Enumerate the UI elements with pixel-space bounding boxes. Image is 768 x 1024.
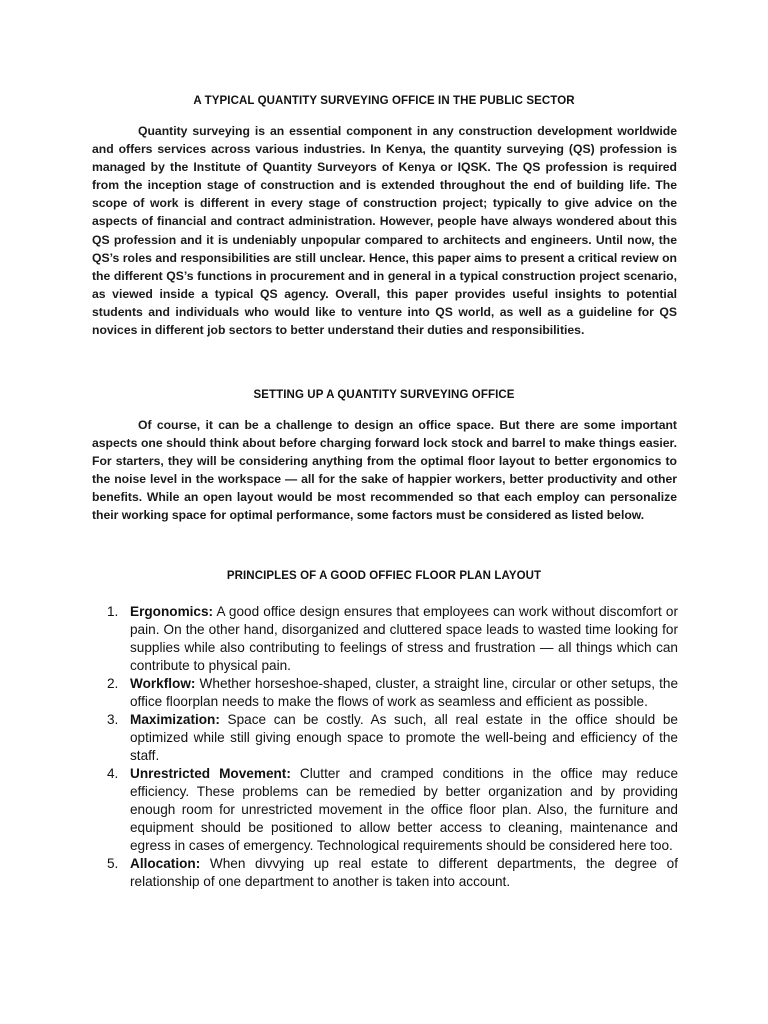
list-text: A good office design ensures that employees can work without discomfort or pain. On the other hand, disorganized and cluttered space leads to wasted time looking for supplies while also contributing to feelings of stress and frustration — all things which can contribute to physical pain. bbox=[130, 604, 678, 673]
list-text: Space can be costly. As such, all real estate in the office should be optimized while still giving enough space to promote the well-being and efficiency of the staff. bbox=[130, 712, 678, 763]
list-number: 1. bbox=[107, 604, 119, 619]
list-term: Workflow: bbox=[130, 676, 196, 691]
intro-text: Quantity surveying is an essential component in any construction development worldwide and offers services across various industries. In Kenya, the quantity surveying (QS) profession is managed by the Institute of Quantity Surveyors of Kenya or IQSK. The QS profession is required from the inception stage of construction and is extended throughout the end of building life. The scope of work is different in every stage of construction project; typically to give advice on the aspects of financial and contract administration. However, people have always wondered about this QS profession and it is undeniably unpopular compared to architects and engineers. Until now, the QS’s roles and responsibilities are still unclear. Hence, this paper aims to present a critical review on the different QS’s functions in procurement and in general in a typical construction project scenario, as viewed inside a typical QS agency. Overall, this paper provides useful insights to potential students and individuals who would like to venture into QS world, as well as a guideline for QS novices in different job sectors to better understand their duties and responsibilities. bbox=[92, 124, 677, 338]
setting-up-paragraph bbox=[92, 416, 677, 525]
list-item bbox=[100, 675, 678, 711]
list-number: 2. bbox=[107, 676, 119, 691]
principles-list bbox=[100, 603, 678, 891]
list-term: Unrestricted Movement: bbox=[130, 766, 291, 781]
document-title: A TYPICAL QUANTITY SURVEYING OFFICE IN THE PUBLIC SECTOR bbox=[193, 95, 575, 107]
section-heading-principles: PRINCIPLES OF A GOOD OFFIEC FLOOR PLAN LAYOUT bbox=[226, 570, 542, 582]
intro-paragraph bbox=[92, 122, 677, 339]
list-number: 4. bbox=[107, 766, 119, 781]
setting-up-text: Of course, it can be a challenge to design an office space. But there are some important aspects one should think about before charging forward lock stock and barrel to make things easier. For starters, they will be considering anything from the optimal floor layout to better ergonomics to the noise level in the workspace — all for the sake of happier workers, better productivity and other benefits. While an open layout would be most recommended so that each employ can personalize their working space for optimal performance, some factors must be considered as listed below. bbox=[92, 418, 677, 523]
list-number: 3. bbox=[107, 712, 119, 727]
list-item bbox=[100, 765, 678, 855]
list-term: Maximization: bbox=[130, 712, 220, 727]
list-text: When divvying up real estate to different departments, the degree of relationship of one department to another is taken into account. bbox=[130, 856, 678, 889]
list-text: Clutter and cramped conditions in the office may reduce efficiency. These problems can be remedied by better organization and by providing enough room for unrestricted movement in the office floor plan. Also, the furniture and equipment should be positioned to allow better access to cleaning, maintenance and egress in cases of emergency. Technological requirements should be considered here too. bbox=[130, 766, 679, 853]
list-item bbox=[100, 603, 678, 675]
list-term: Ergonomics: bbox=[130, 604, 214, 619]
list-text: Whether horseshoe-shaped, cluster, a straight line, circular or other setups, the office floorplan needs to make the flows of work as seamless and efficient as possible. bbox=[130, 676, 678, 709]
section-heading-setting-up: SETTING UP A QUANTITY SURVEYING OFFICE bbox=[253, 389, 515, 401]
list-number: 5. bbox=[107, 856, 119, 871]
list-item bbox=[100, 855, 678, 891]
list-item bbox=[100, 711, 678, 765]
list-term: Allocation: bbox=[130, 856, 201, 871]
